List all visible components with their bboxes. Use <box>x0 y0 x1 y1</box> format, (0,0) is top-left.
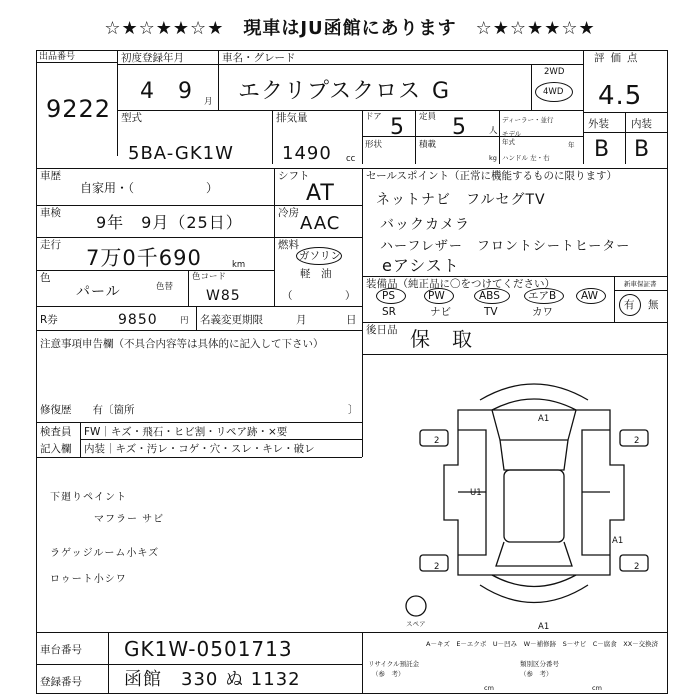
history-options: 自家用・（ ） <box>80 181 219 195</box>
lot-no-label: 出品番号 <box>39 52 76 62</box>
legal-class-label: 類別区分番号 <box>520 660 559 668</box>
person-unit: 人 <box>489 126 498 136</box>
equip-tv: TV <box>484 306 498 318</box>
later-docs-value: 保 取 <box>410 327 473 351</box>
diagram-a1-bottom: A1 <box>538 622 550 632</box>
car-name-value: エクリプスクロス <box>238 79 422 104</box>
recycle-fee-ref: （参 考） <box>372 670 405 678</box>
cm-unit-1: cm <box>484 684 494 692</box>
car-condition-diagram <box>400 370 668 630</box>
body-style-label: 形状 <box>365 140 383 150</box>
equip-sr: SR <box>382 306 396 318</box>
recycle-fee-label: リサイクル預託金 <box>368 660 420 668</box>
diagram-2-rt: 2 <box>634 436 640 446</box>
fuel-label: 燃料 <box>278 239 299 251</box>
doors-label: ドア <box>365 112 382 122</box>
sales-point-1: ネットナビ フルセグTV <box>376 192 546 208</box>
chassis-label: 車台番号 <box>40 644 82 656</box>
model-label: 型式 <box>121 112 142 124</box>
diagram-a1-right: A1 <box>612 536 624 546</box>
color-value: パール <box>76 284 121 300</box>
dealer-label: ディーラー・並行 <box>502 116 554 124</box>
model-year-unit: 年 <box>568 141 575 149</box>
first-reg-label: 初度登録年月 <box>121 52 184 64</box>
inspection-label: 車検 <box>40 207 61 219</box>
cc-unit: cc <box>346 154 356 164</box>
inspector-label: 検査員 <box>40 426 72 438</box>
yen-unit: 円 <box>180 316 189 326</box>
reg-month-unit: 月 <box>204 97 213 107</box>
shift-label: シフト <box>278 170 310 182</box>
2wd-label: 2WD <box>544 67 565 77</box>
warranty-label: 新車保証書 <box>624 280 657 288</box>
warranty-yes: 有 <box>624 299 635 311</box>
notes-label: 注意事項申告欄（不具合内容等は具体的に記入して下さい） <box>40 338 324 350</box>
equip-ps: PS <box>382 290 395 302</box>
diagram-u1: U1 <box>470 488 482 498</box>
warranty-no: 無 <box>648 299 659 311</box>
fuel-diesel: 軽 油 <box>300 268 332 280</box>
equip-abs: ABS <box>479 290 500 302</box>
diagram-2-lb: 2 <box>434 562 440 572</box>
displacement-label: 排気量 <box>276 112 308 124</box>
diagram-a1-top: A1 <box>538 414 550 424</box>
interior-row: 内装｜キズ・汚レ・コゲ・穴・スレ・キレ・破レ <box>84 443 315 455</box>
interior-label: 内装 <box>631 118 652 130</box>
car-name-label: 車名・グレード <box>222 52 296 64</box>
doors-value: 5 <box>390 115 405 140</box>
aircon-label: 冷房 <box>278 207 299 219</box>
4wd-label: 4WD <box>543 87 564 97</box>
exterior-label: 外装 <box>588 118 609 130</box>
displacement-value: 1490 <box>282 143 332 164</box>
equip-leather: カワ <box>532 306 553 318</box>
aircon-value: AAC <box>300 213 341 234</box>
repair-history-label: 修復歴 有〔箇所 <box>40 404 135 416</box>
mileage-label: 走行 <box>40 239 61 251</box>
fuel-other: （ ） <box>282 290 356 302</box>
capacity-label: 定員 <box>419 112 437 122</box>
recycle-value: 9850 <box>118 312 158 328</box>
color-code-value: W85 <box>206 288 241 304</box>
model-year-label: モデル 年式 <box>502 130 522 146</box>
score-value: 4.5 <box>598 81 643 111</box>
equip-pw: PW <box>428 290 445 302</box>
mileage-value: 7万0千690 <box>86 246 202 270</box>
equip-airbag: エアB <box>528 290 557 302</box>
inspection-value: 9年 9月（25日） <box>96 213 243 232</box>
equip-navi: ナビ <box>430 306 451 318</box>
note-4: ロゥート小シワ <box>50 574 127 585</box>
color-label: 色 <box>40 272 51 284</box>
name-change-label: 名義変更期限 <box>200 314 263 326</box>
legal-class-ref: （参 考） <box>520 670 553 678</box>
sales-point-2: バックカメラ <box>380 217 470 233</box>
spare-label: スペア <box>406 620 426 628</box>
exterior-value: B <box>594 137 611 162</box>
fw-row: FW｜キズ・飛石・ヒビ割・リペア跡・×要 <box>84 426 288 438</box>
equipment-label: 装備品（純正品に〇をつけてください） <box>366 278 555 290</box>
equip-aw: AW <box>581 290 598 302</box>
cm-unit-2: cm <box>592 684 602 692</box>
entry-label: 記入欄 <box>40 443 72 455</box>
diagram-2-rb: 2 <box>634 562 640 572</box>
load-label: 積載 <box>419 140 437 150</box>
score-label: 評価点 <box>594 52 644 64</box>
model-value: 5BA-GK1W <box>128 143 234 164</box>
color-change-label: 色替 <box>156 282 174 292</box>
km-unit: km <box>232 260 246 270</box>
name-change-month: 月 <box>296 314 307 326</box>
lot-no-value: 9222 <box>46 95 112 123</box>
handle-label: ハンドル 左・右 <box>502 154 550 162</box>
sales-points-label: セールスポイント（正常に機能するものに限ります） <box>366 170 618 182</box>
color-code-label: 色コード <box>192 272 227 282</box>
later-docs-label: 後日品 <box>366 324 398 336</box>
reg-month-value: 9 <box>178 79 193 104</box>
kg-unit: kg <box>489 154 497 162</box>
sales-point-4: eアシスト <box>382 256 460 275</box>
banner: ☆★☆★★☆★ 現車はJU函館にあります ☆★☆★★☆★ <box>104 18 596 39</box>
repair-history-end: 〕 <box>348 404 359 416</box>
shift-value: AT <box>306 181 335 206</box>
recycle-label: R券 <box>40 314 58 326</box>
name-change-day: 日 <box>346 314 357 326</box>
reg-year-value: 4 <box>140 79 155 104</box>
note-2: マフラー サビ <box>94 514 165 525</box>
reg-no-label: 登録番号 <box>40 676 82 688</box>
note-3: ラゲッジルーム小キズ <box>50 548 160 559</box>
note-1: 下廻りペイント <box>50 492 127 503</box>
reg-no-value: 函館 330 ぬ 1132 <box>124 669 301 690</box>
grade-value: G <box>432 79 451 104</box>
history-label: 車歴 <box>40 170 61 182</box>
capacity-value: 5 <box>452 115 467 140</box>
fuel-gasoline: ガソリン <box>299 250 341 262</box>
chassis-value: GK1W-0501713 <box>124 637 293 661</box>
damage-legend: A－キズ E－エクボ U－凹み W－補修跡 S－サビ C－腐食 XX－交換済 <box>426 640 659 648</box>
diagram-2-lt: 2 <box>434 436 440 446</box>
sales-point-3: ハーフレザー フロントシートヒーター <box>380 239 631 254</box>
interior-value: B <box>634 137 651 162</box>
